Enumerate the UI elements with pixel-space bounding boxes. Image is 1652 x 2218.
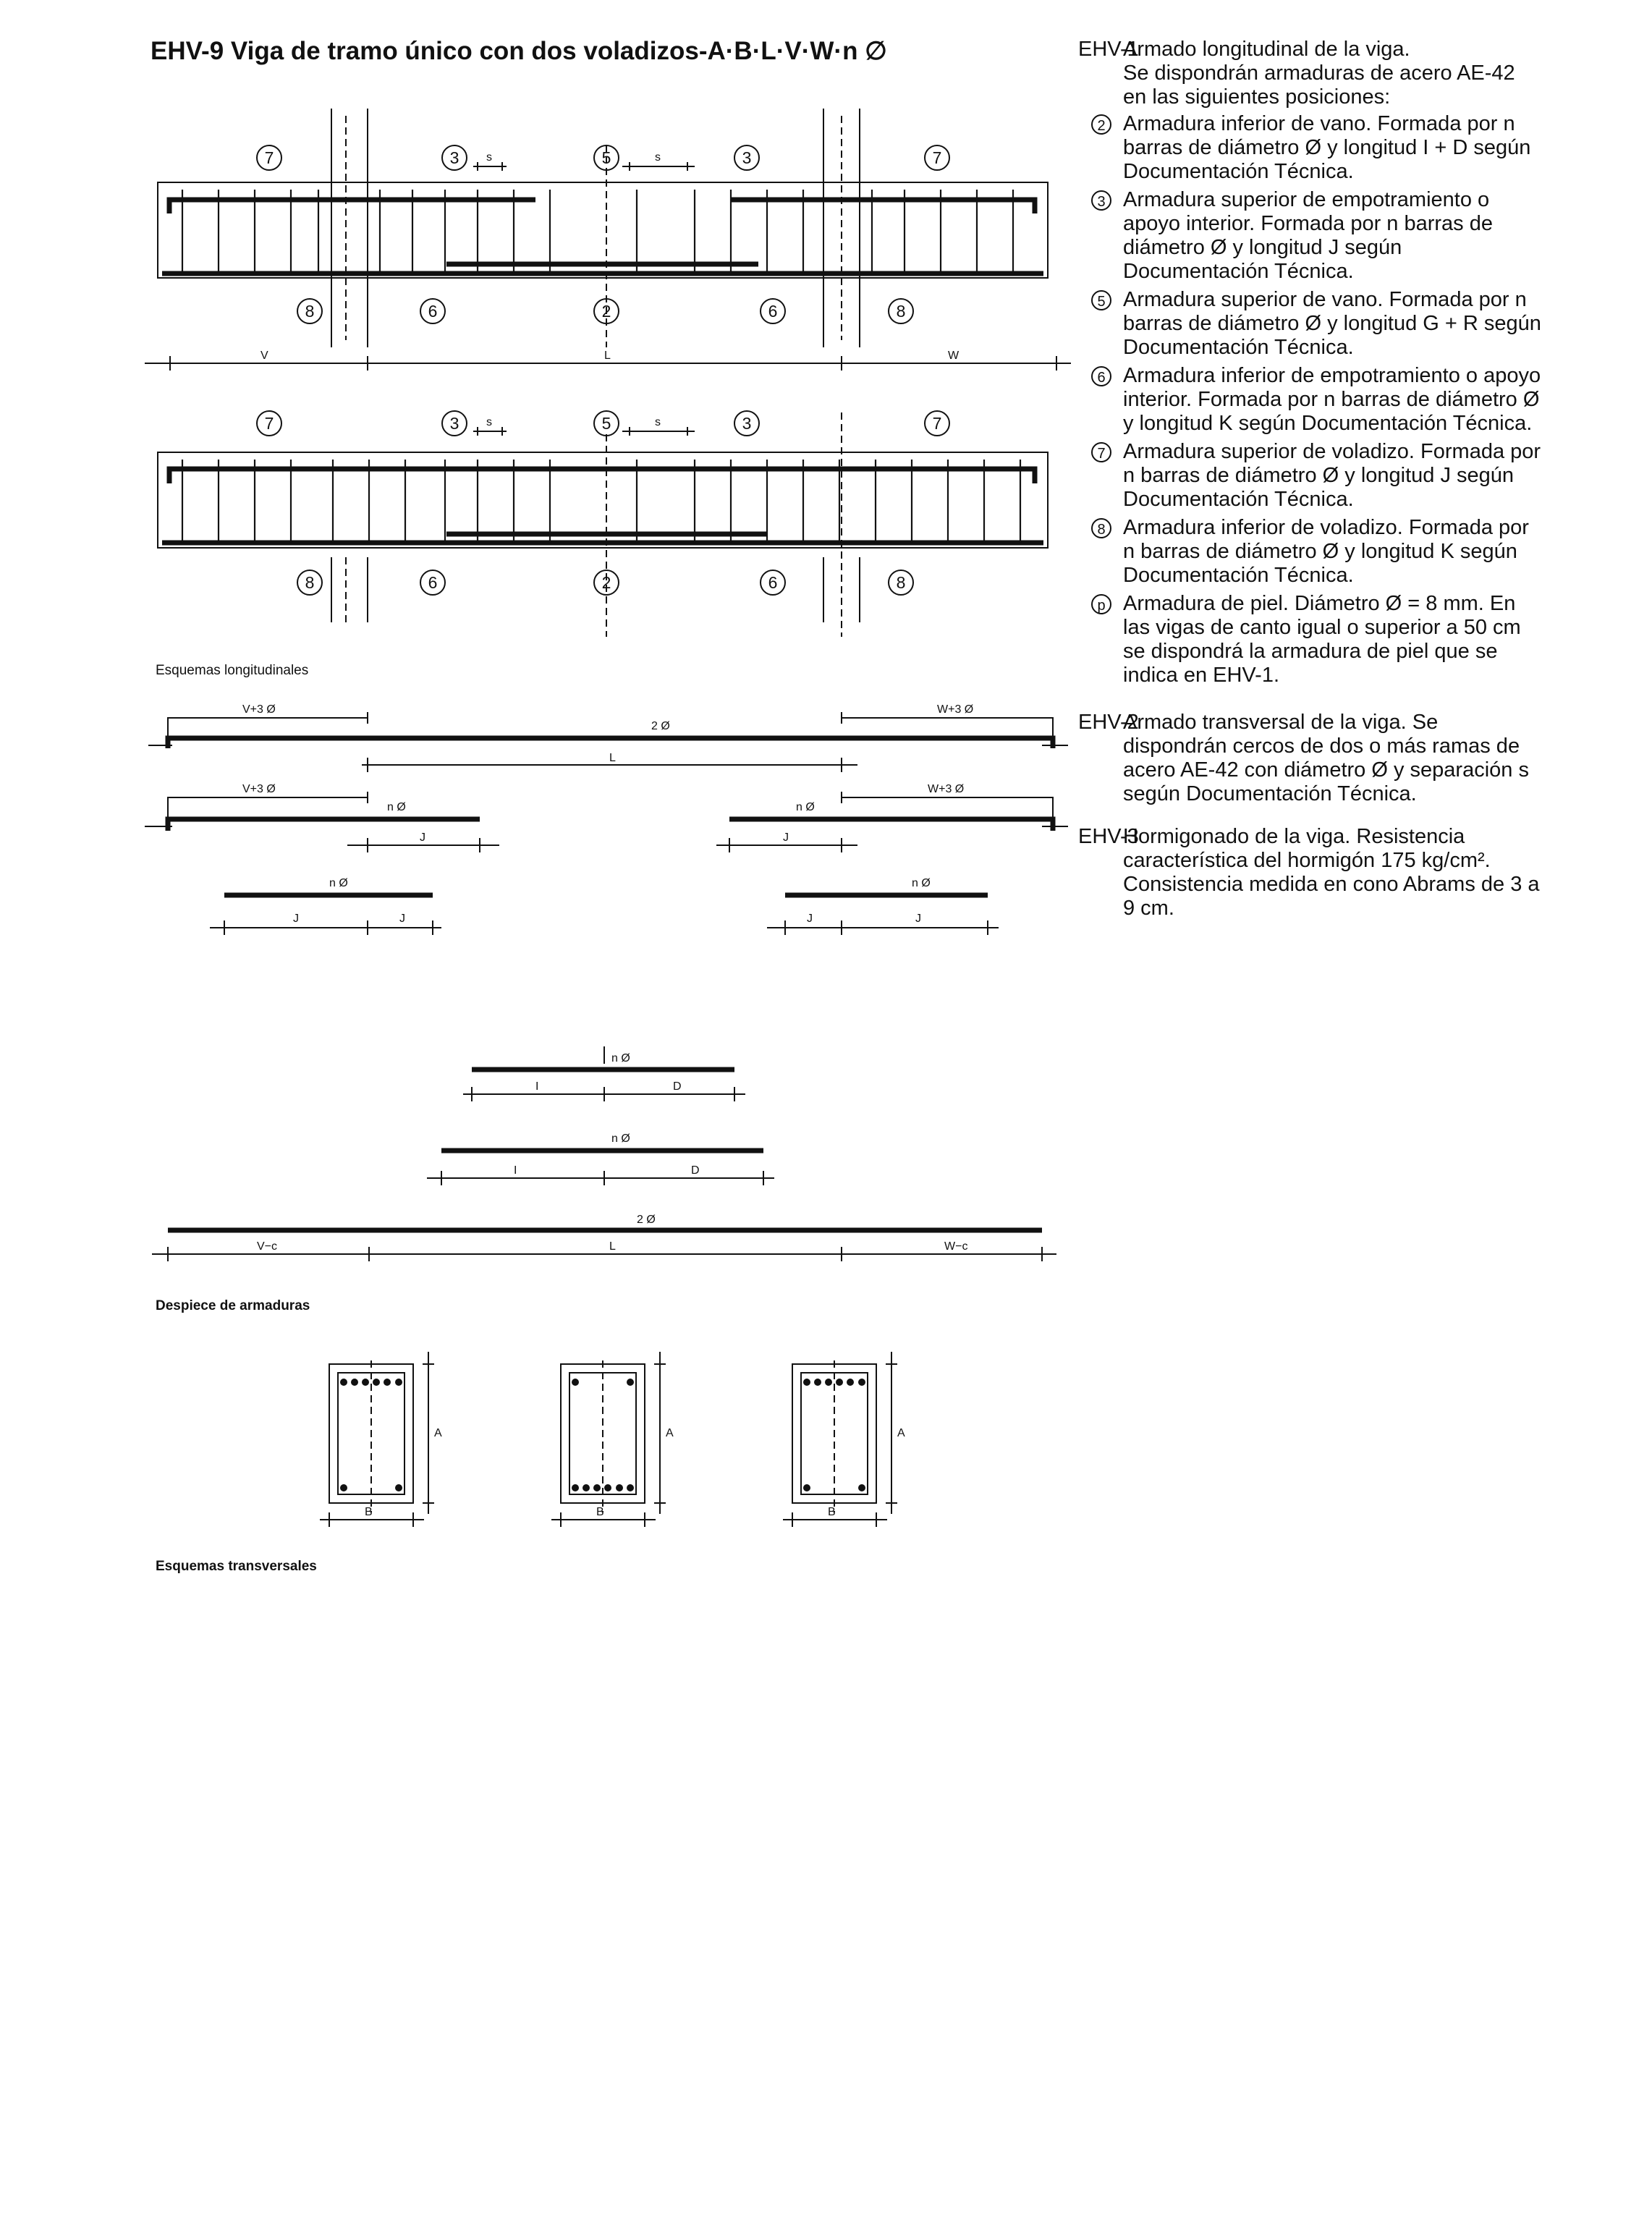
bubble-8-left [297, 299, 322, 323]
svg-text:6: 6 [768, 302, 778, 321]
svg-text:L: L [609, 1240, 616, 1253]
list-item [1097, 364, 1541, 436]
list-item [1097, 592, 1541, 687]
svg-text:B: B [596, 1506, 604, 1518]
bubble-2 [594, 570, 619, 595]
note-ehv2 [1078, 711, 1541, 806]
svg-text:I: I [514, 1164, 517, 1177]
note-ehv3 [1078, 825, 1541, 920]
bubble-8-right [889, 299, 913, 323]
svg-text:8: 8 [305, 573, 315, 592]
svg-text:2: 2 [601, 302, 611, 321]
svg-text:8: 8 [896, 573, 906, 592]
svg-text:B: B [828, 1506, 836, 1518]
svg-text:J: J [783, 831, 789, 844]
svg-text:n Ø: n Ø [912, 877, 931, 889]
position-number: p [1091, 594, 1111, 614]
list-item [1097, 188, 1541, 284]
item-text: Armadura inferior de empotramiento o apoyo interior. Formada por n barras de diámetro Ø y longitud K según Documentación Técnica. [1123, 364, 1541, 435]
note-code: EHV-2 [1078, 711, 1139, 734]
beam-elevation-1 [145, 109, 1071, 371]
stirrups-2 [182, 460, 1020, 543]
svg-text:A: A [434, 1427, 442, 1439]
svg-text:V−c: V−c [257, 1240, 278, 1253]
note-text: Hormigonado de la viga. Resistencia característica del hormigón 175 kg/cm². Consistencia medida en cono Abrams de 3 a 9 cm. [1123, 825, 1540, 920]
svg-text:J: J [807, 913, 813, 925]
label-s: s [655, 416, 661, 428]
caption-despiece: Despiece de armaduras [156, 1298, 310, 1313]
item-text: Armadura superior de empotramiento o apoyo interior. Formada por n barras de diámetro Ø y longitud J según Documentación Técnica. [1123, 188, 1493, 283]
svg-text:n Ø: n Ø [611, 1052, 630, 1064]
label-s: s [486, 416, 492, 428]
position-number: 6 [1091, 366, 1111, 386]
svg-text:W+3 Ø: W+3 Ø [928, 783, 965, 795]
bubble-7-right [925, 411, 949, 436]
position-number: 5 [1091, 290, 1111, 310]
svg-text:n Ø: n Ø [329, 877, 348, 889]
item-text: Armadura superior de voladizo. Formada por n barras de diámetro Ø y longitud J según Documentación Técnica. [1123, 440, 1541, 511]
svg-text:2: 2 [601, 573, 611, 592]
bubble-7-right [925, 145, 949, 170]
svg-text:8: 8 [896, 302, 906, 321]
list-item [1097, 112, 1541, 184]
position-number: 2 [1091, 114, 1111, 135]
bubble-3-left [442, 145, 467, 170]
technical-drawing [0, 0, 1085, 1592]
note-code: EHV-1 [1078, 38, 1139, 61]
svg-text:J: J [399, 913, 405, 925]
note-intro: Se dispondrán armaduras de acero AE-42 en las siguientes posiciones: [1123, 62, 1515, 109]
dim-V: V [260, 350, 268, 362]
drawing-title: EHV-9 Viga de tramo único con dos voladizos-A·B·L·V·W·n ∅ [151, 37, 887, 65]
label-s: s [655, 151, 661, 164]
svg-text:8: 8 [305, 302, 315, 321]
svg-text:W+3 Ø: W+3 Ø [937, 703, 974, 716]
list-item [1097, 440, 1541, 512]
specification-notes [1078, 38, 1541, 939]
svg-text:6: 6 [768, 573, 778, 592]
despiece-armaduras [152, 1046, 1056, 1261]
position-number: 8 [1091, 518, 1111, 538]
svg-text:D: D [691, 1164, 700, 1177]
svg-text:3: 3 [449, 148, 459, 167]
dim-L: L [604, 350, 611, 362]
bubble-8-right [889, 570, 913, 595]
item-text: Armadura de piel. Diámetro Ø = 8 mm. En las vigas de canto igual o superior a 50 cm se dispondrá la armadura de piel que se indica en EHV-1. [1123, 592, 1521, 687]
svg-text:n Ø: n Ø [387, 801, 406, 813]
svg-text:3: 3 [449, 414, 459, 433]
svg-text:2 Ø: 2 Ø [651, 720, 670, 732]
svg-text:7: 7 [932, 414, 942, 433]
list-item [1097, 516, 1541, 588]
svg-text:J: J [915, 913, 921, 925]
note-ehv1 [1078, 38, 1541, 692]
svg-text:5: 5 [601, 148, 611, 167]
svg-text:I: I [535, 1080, 539, 1093]
svg-text:W−c: W−c [944, 1240, 968, 1253]
svg-text:7: 7 [264, 414, 274, 433]
svg-text:V+3 Ø: V+3 Ø [242, 783, 276, 795]
svg-text:n Ø: n Ø [796, 801, 815, 813]
bubble-5 [594, 145, 619, 170]
note-code: EHV-3 [1078, 825, 1139, 848]
svg-text:7: 7 [932, 148, 942, 167]
svg-text:3: 3 [742, 414, 752, 433]
svg-text:3: 3 [742, 148, 752, 167]
svg-text:7: 7 [264, 148, 274, 167]
longitudinal-schemes [145, 703, 1068, 935]
bubble-7-left [257, 145, 281, 170]
svg-text:A: A [897, 1427, 905, 1439]
svg-text:n Ø: n Ø [611, 1133, 630, 1145]
position-number: 7 [1091, 442, 1111, 462]
bubble-6-left [420, 570, 445, 595]
label-s: s [486, 151, 492, 164]
item-text: Armadura inferior de voladizo. Formada por n barras de diámetro Ø y longitud K según Documentación Técnica. [1123, 516, 1529, 587]
bubble-3-left [442, 411, 467, 436]
item-text: Armadura superior de vano. Formada por n barras de diámetro Ø y longitud G + R según Documentación Técnica. [1123, 288, 1541, 359]
bubble-6-right [761, 570, 785, 595]
svg-text:J: J [420, 831, 425, 844]
svg-text:A: A [666, 1427, 674, 1439]
position-number: 3 [1091, 190, 1111, 211]
dim-W: W [948, 350, 960, 362]
svg-text:D: D [673, 1080, 682, 1093]
note-text: Armado transversal de la viga. Se dispondrán cercos de dos o más ramas de acero AE-42 con diámetro Ø y separación s según Documentación Técnica. [1123, 711, 1529, 805]
bubble-2 [594, 299, 619, 323]
note-title: Armado longitudinal de la viga. [1123, 38, 1410, 61]
svg-text:6: 6 [428, 573, 438, 592]
bubble-6-left [420, 299, 445, 323]
svg-text:B: B [365, 1506, 373, 1518]
bubble-5 [594, 411, 619, 436]
caption-transversal: Esquemas transversales [156, 1559, 317, 1574]
beam-elevation-2 [158, 411, 1048, 637]
svg-text:J: J [293, 913, 299, 925]
transversal-schemes [320, 1352, 905, 1527]
bubble-7-left [257, 411, 281, 436]
bubble-6-right [761, 299, 785, 323]
item-text: Armadura inferior de vano. Formada por n barras de diámetro Ø y longitud I + D según Documentación Técnica. [1123, 112, 1531, 183]
list-item [1097, 288, 1541, 360]
bubble-3-right [734, 411, 759, 436]
svg-text:6: 6 [428, 302, 438, 321]
svg-text:V+3 Ø: V+3 Ø [242, 703, 276, 716]
svg-text:L: L [609, 752, 616, 764]
caption-longitudinal: Esquemas longitudinales [156, 663, 309, 678]
bubble-8-left [297, 570, 322, 595]
svg-text:5: 5 [601, 414, 611, 433]
svg-text:2 Ø: 2 Ø [637, 1214, 656, 1226]
bubble-3-right [734, 145, 759, 170]
